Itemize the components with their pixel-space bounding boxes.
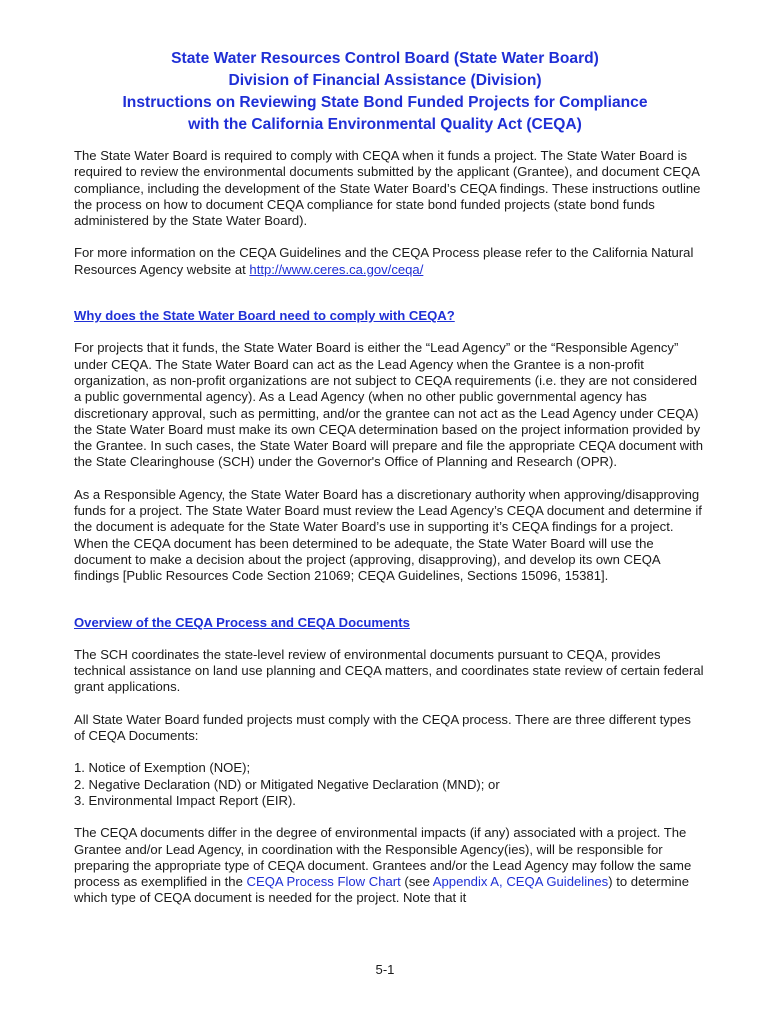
- title-line-1: State Water Resources Control Board (State Water Board): [171, 50, 599, 67]
- section2-paragraph-3-text-a: The CEQA documents differ in the degree of environmental impacts (if any) associated with a project. The Grantee and/or Lead Agency, in coordination with the Responsible Agency(ies), will be responsible for preparing the appropriate type of CEQA document. Grantees and/or the Lead Agency may follow the same process as exemplified in the: [74, 825, 692, 890]
- section1-paragraph-1: For projects that it funds, the State Water Board is either the “Lead Agency” or the “Responsible Agency” under CEQA. The State Water Board can act as the Lead Agency when the Grantee is a non-profit organization, as non-profit organizations are not subject to CEQA requirements (i.e. they are not considered a public governmental agency). As a Lead Agency (when no other public governmental agency has discretionary approval, such as permitting, and/or the grantee can not act as the Lead Agency under CEQA) the State Water Board must make its own CEQA determination based on the project information provided by the Grantee. In such cases, the State Water Board will prepare and file the appropriate CEQA document with the State Clearinghouse (SCH) under the Governor's Office of Planning and Research (OPR).: [74, 340, 704, 470]
- ceqa-process-flow-chart-link[interactable]: CEQA Process Flow Chart: [246, 874, 401, 890]
- intro-paragraph-2: [74, 245, 704, 278]
- section2-paragraph-2: All State Water Board funded projects must comply with the CEQA process. There are three different types of CEQA Documents:: [74, 711, 691, 744]
- intro-paragraph-2-text: For more information on the CEQA Guidelines and the CEQA Process please refer to the California Natural Resources Agency website at: [74, 245, 694, 277]
- list-item: 2. Negative Declaration (ND) or Mitigated Negative Declaration (MND); or: [74, 776, 500, 792]
- list-item: 1. Notice of Exemption (NOE);: [74, 760, 251, 776]
- ceqa-document-types-list: [74, 760, 704, 809]
- document-body: [74, 148, 704, 907]
- ceqa-website-link[interactable]: http://www.ceres.ca.gov/ceqa/: [249, 261, 424, 277]
- section1-paragraph-2: As a Responsible Agency, the State Water Board has a discretionary authority when approving/disapproving funds for a project. The State Water Board must review the Lead Agency’s CEQA document and determine if the document is adequate for the State Water Board’s use in supporting it’s CEQA findings for a project. When the CEQA document has been determined to be adequate, the State Water Board will use the document to make a decision about the project (approving, disapproving), and develop its own CEQA findings [Public Resources Code Section 21069; CEQA Guidelines, Sections 15096, 15381].: [74, 486, 702, 584]
- section2-paragraph-3-text-b: (see: [400, 874, 433, 890]
- document-title: [40, 48, 730, 136]
- intro-paragraph-1: The State Water Board is required to comply with CEQA when it funds a project. The State Water Board is required to review the environmental documents submitted by the applicant (Grantee), and document CEQA compliance, including the development of the State Water Board’s CEQA findings. These instructions outline the process on how to document CEQA compliance for state bond funded projects (state bond funds administered by the State Water Board).: [74, 148, 701, 229]
- title-line-3: Instructions on Reviewing State Bond Funded Projects for Compliance: [122, 94, 648, 111]
- title-line-4: with the California Environmental Quality Act (CEQA): [188, 116, 582, 133]
- list-item: 3. Environmental Impact Report (EIR).: [74, 792, 296, 808]
- section2-paragraph-3: [74, 825, 704, 906]
- title-line-2: Division of Financial Assistance (Division): [228, 72, 542, 89]
- section2-paragraph-1: The SCH coordinates the state-level review of environmental documents pursuant to CEQA, provides technical assistance on land use planning and CEQA matters, and coordinates state review of certain federal grant applications.: [74, 646, 704, 695]
- page-number: 5-1: [375, 962, 395, 977]
- section-heading-why-comply: Why does the State Water Board need to comply with CEQA?: [74, 308, 455, 324]
- section-heading-overview: Overview of the CEQA Process and CEQA Documents: [74, 614, 410, 630]
- section2-paragraph-3-text-c: ) to determine which type of CEQA document is needed for the project. Note that it: [74, 874, 689, 906]
- appendix-a-link[interactable]: Appendix A, CEQA Guidelines: [432, 874, 609, 890]
